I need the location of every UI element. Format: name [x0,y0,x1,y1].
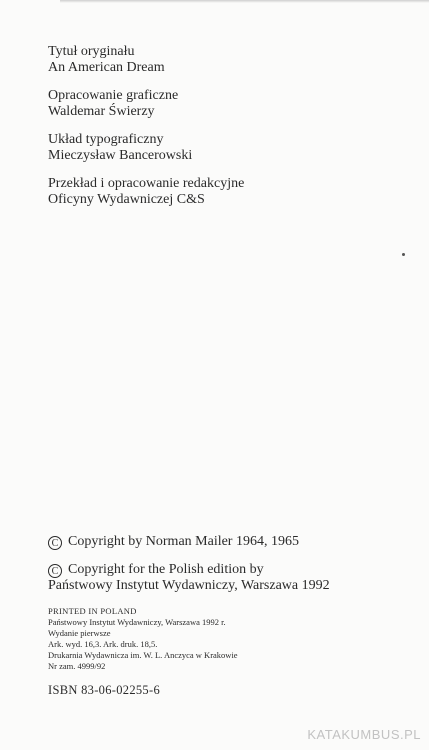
credit-value: An American Dream [48,60,165,75]
copyright-polish-edition [48,562,418,594]
isbn: ISBN 83-06-02255-6 [48,683,160,697]
ink-speck [402,253,405,256]
credit-original-title [48,44,408,76]
copyright-icon: C [48,564,62,578]
imprint-line: Wydanie pierwsze [48,628,111,638]
credits-section [48,44,408,220]
imprint-line: Nr zam. 4999/92 [48,661,106,671]
credit-label: Tytuł oryginału [48,44,135,59]
page-top-edge [60,0,429,3]
copyright-icon: C [48,536,62,550]
credit-value: Waldemar Świerzy [48,104,155,119]
copyright-author [48,534,418,550]
credit-value: Oficyny Wydawniczej C&S [48,192,205,207]
printed-in-poland: PRINTED IN POLAND [48,606,137,616]
copyright-publisher-text: Państwowy Instytut Wydawniczy, Warszawa 1992 [48,578,330,593]
copyright-section [48,534,418,697]
credit-value: Mieczysław Bancerowski [48,148,193,163]
copyright-author-text: Copyright by Norman Mailer 1964, 1965 [68,534,299,549]
copyright-polish-text: Copyright for the Polish edition by [68,562,264,577]
credit-graphic-design [48,88,408,120]
imprint-line: Drukarnia Wydawnicza im. W. L. Anczyca w Krakowie [48,650,238,660]
credit-translation [48,176,408,208]
credit-label: Układ typograficzny [48,132,164,147]
credit-typography [48,132,408,164]
credit-label: Przekład i opracowanie redakcyjne [48,176,245,191]
watermark: KATAKUMBUS.PL [307,727,421,742]
imprint-line: Ark. wyd. 16,3. Ark. druk. 18,5. [48,639,158,649]
imprint-line: Państwowy Instytut Wydawniczy, Warszawa 1992 r. [48,617,226,627]
imprint [48,606,418,672]
credit-label: Opracowanie graficzne [48,88,179,103]
